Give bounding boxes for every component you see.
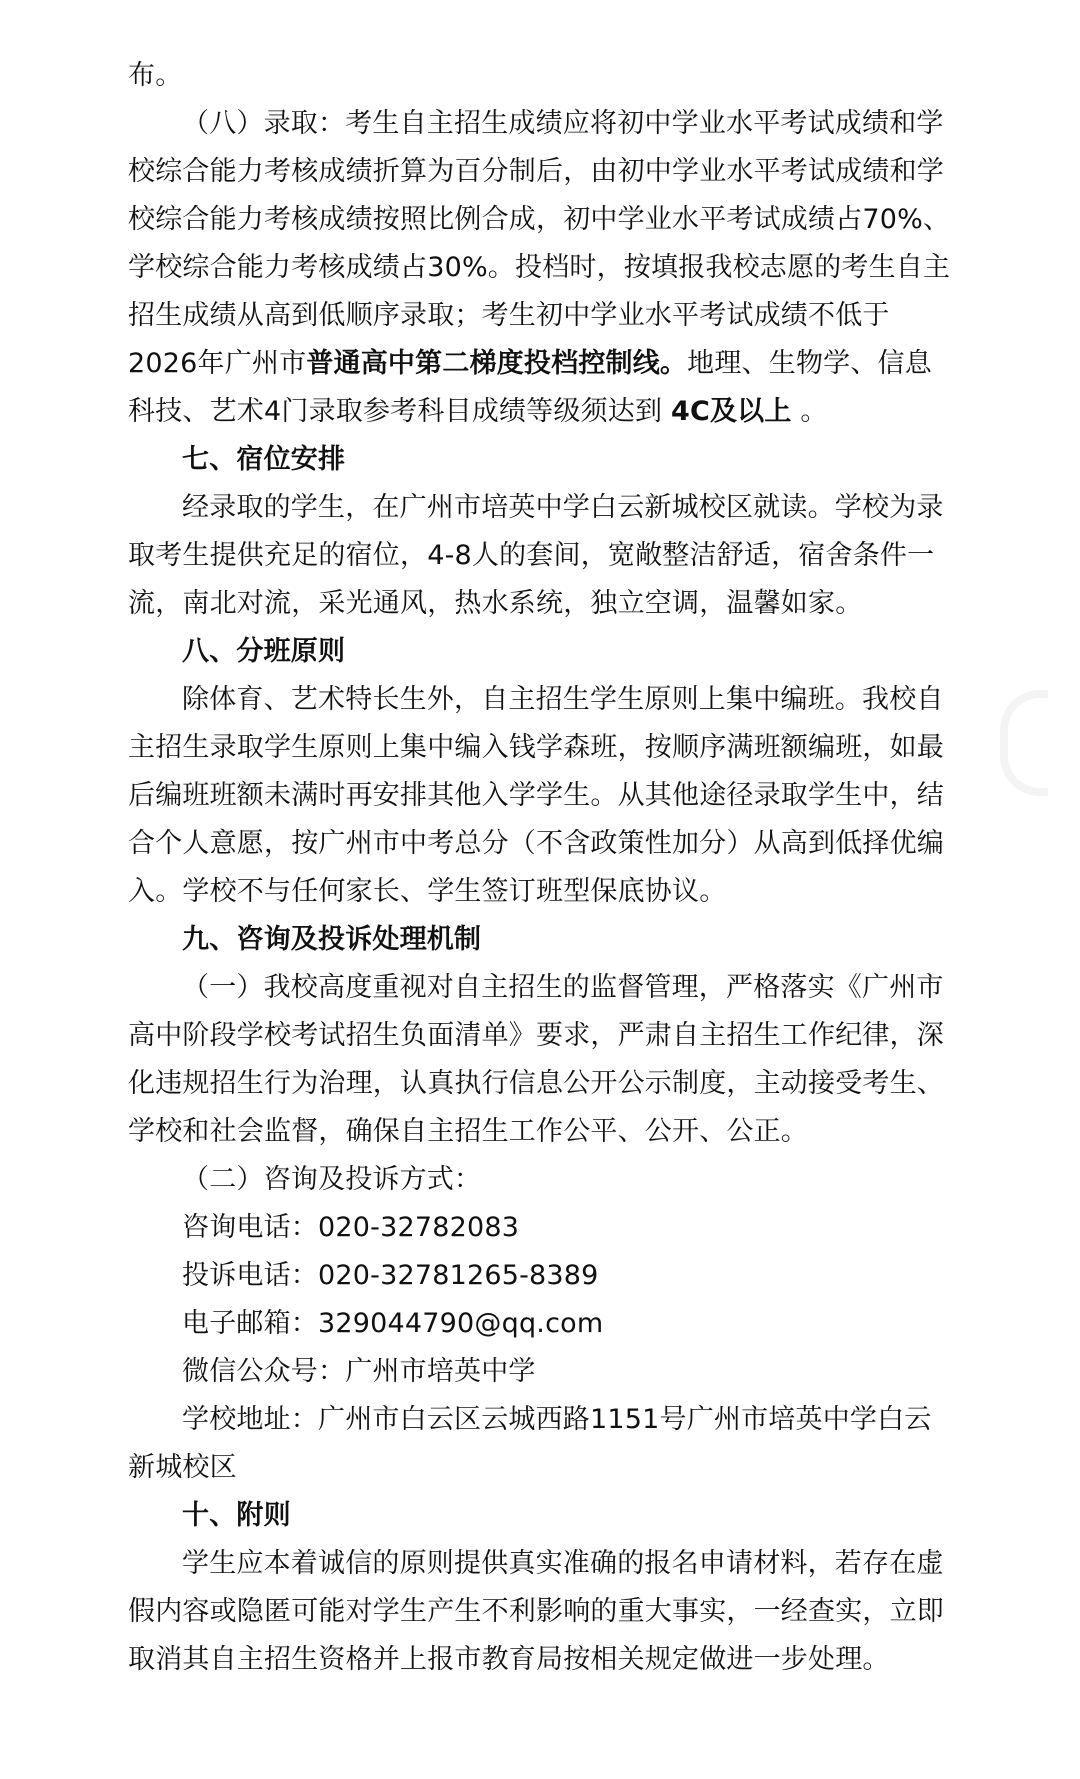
section-10-body: 学生应本着诚信的原则提供真实准确的报名申请材料，若存在虚假内容或隐匿可能对学生产生不利影响的重大事实，一经查实，立即取消其自主招生资格并上报市教育局按相关规定做进一步处理。 xyxy=(128,1548,944,1675)
admission-text-2: 地理、生物学、信息科技、艺术4门录取参考科目成绩等级须达到 xyxy=(128,348,932,427)
contact-email: 电子邮箱：329044790@qq.com xyxy=(182,1308,604,1339)
continued-line: 布。 xyxy=(128,60,183,91)
contact-wechat: 微信公众号：广州市培英中学 xyxy=(182,1356,536,1387)
admission-bold-control-line: 普通高中第二梯度投档控制线。 xyxy=(306,348,688,379)
contact-complaint-phone: 投诉电话：020-32781265-8389 xyxy=(182,1260,599,1291)
admission-text-3: 。 xyxy=(791,396,828,427)
document-body xyxy=(128,52,958,1684)
contact-consult-phone: 咨询电话：020-32782083 xyxy=(182,1212,520,1243)
admission-bold-grade: 4C及以上 xyxy=(670,396,792,427)
contact-address: 学校地址：广州市白云区云城西路1151号广州市培英中学白云新城校区 xyxy=(128,1404,932,1483)
section-8-body: 除体育、艺术特长生外，自主招生学生原则上集中编班。我校自主招生录取学生原则上集中编入钱学森班，按顺序满班额编班，如最后编班班额未满时再安排其他入学学生。从其他途径录取学生中，结合个人意愿，按广州市中考总分（不含政策性加分）从高到低择优编入。学校不与任何家长、学生签订班型保底协议。 xyxy=(128,684,944,907)
section-9-heading: 九、咨询及投诉处理机制 xyxy=(182,924,482,955)
watermark-fragment xyxy=(1000,690,1048,796)
admission-text-1: （八）录取：考生自主招生成绩应将初中学业水平考试成绩和学校综合能力考核成绩折算为百分制后，由初中学业水平考试成绩和学校综合能力考核成绩按照比例合成，初中学业水平考试成绩占70%、学校综合能力考核成绩占30%。投档时，按填报我校志愿的考生自主招生成绩从高到低顺序录取；考生初中学业水平考试成绩不低于2026年广州市 xyxy=(128,108,951,379)
section-8-heading: 八、分班原则 xyxy=(182,636,346,667)
section-9-paragraph-2: （二）咨询及投诉方式： xyxy=(182,1164,482,1195)
section-7-body: 经录取的学生，在广州市培英中学白云新城校区就读。学校为录取考生提供充足的宿位，4-8人的套间，宽敞整洁舒适，宿舍条件一流，南北对流，采光通风，热水系统，独立空调，温馨如家。 xyxy=(128,492,944,619)
admission-paragraph xyxy=(128,100,958,436)
section-10-heading: 十、附则 xyxy=(182,1500,291,1531)
section-9-paragraph-1: （一）我校高度重视对自主招生的监督管理，严格落实《广州市高中阶段学校考试招生负面清单》要求，严肃自主招生工作纪律，深化违规招生行为治理，认真执行信息公开公示制度，主动接受考生、学校和社会监督，确保自主招生工作公平、公开、公正。 xyxy=(128,972,944,1147)
section-7-heading: 七、宿位安排 xyxy=(182,444,346,475)
